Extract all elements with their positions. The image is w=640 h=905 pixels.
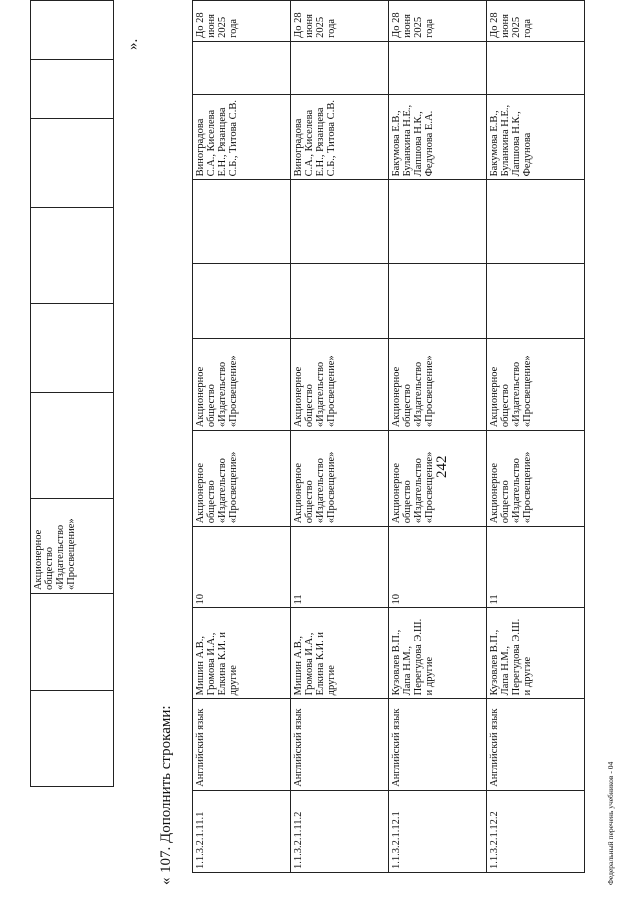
- table-cell: [31, 594, 114, 690]
- cell-experts: Бакумова Е.В., Буланкина Н.Е., Лапшова Н.К., Федунова: [487, 94, 585, 180]
- cell-empty2: [193, 180, 291, 263]
- cell-grade: 11: [487, 527, 585, 608]
- cell-publisher: Акционерное общество «Издательство «Просвещение»: [389, 431, 487, 527]
- cell-grade: 10: [389, 527, 487, 608]
- cell-empty2: [389, 180, 487, 263]
- cell-experts: Виноградова С.А., Киселева Е.Н., Рязанцева С.Б., Титова С.В.: [193, 94, 291, 180]
- cell-authors: Кузовлев В.П., Лапа Н.М., Перегудова Э.Ш. и другие: [487, 608, 585, 699]
- table-cell: Акционерное общество «Издательство «Просвещение»: [31, 499, 114, 594]
- table-row: [291, 1, 389, 873]
- cell-deadline: До 28 июня 2025 года: [389, 1, 487, 42]
- cell-subject: Английский язык: [193, 699, 291, 790]
- continuation-table: [30, 0, 114, 787]
- cell-code: 1.1.3.2.1.11.2: [291, 790, 389, 872]
- page-number: 242: [434, 455, 450, 478]
- cell-empty2: [291, 180, 389, 263]
- cell-publisher: Акционерное общество «Издательство «Просвещение»: [193, 431, 291, 527]
- table-row: [389, 1, 487, 873]
- table-cell: [31, 207, 114, 303]
- cell-deadline: До 28 июня 2025 года: [193, 1, 291, 42]
- table-cell: [31, 1, 114, 60]
- cell-code: 1.1.3.2.1.11.1: [193, 790, 291, 872]
- footer-note: Федеральный перечень учебников - 04: [606, 761, 615, 885]
- cell-subject: Английский язык: [389, 699, 487, 790]
- cell-holder: Акционерное общество «Издательство «Просвещение»: [193, 339, 291, 431]
- table-cell: [31, 60, 114, 119]
- textbook-table: [192, 0, 585, 873]
- cell-empty3: [291, 41, 389, 94]
- opening-quote: «: [158, 877, 174, 885]
- cell-experts: Виноградова С.А., Киселева Е.Н., Рязанцева С.Б., Титова С.В.: [291, 94, 389, 180]
- closing-quote: ».: [125, 38, 141, 50]
- cell-grade: 11: [291, 527, 389, 608]
- section-heading: 107. Дополнить строками:: [158, 705, 174, 873]
- cell-empty1: [487, 263, 585, 338]
- cell-subject: Английский язык: [291, 699, 389, 790]
- cell-holder: Акционерное общество «Издательство «Просвещение»: [487, 339, 585, 431]
- cell-empty1: [193, 263, 291, 338]
- table-cell: [31, 393, 114, 499]
- cell-empty1: [389, 263, 487, 338]
- cell-code: 1.1.3.2.1.12.2: [487, 790, 585, 872]
- table-cell: [31, 304, 114, 393]
- cell-deadline: До 28 июня 2025 года: [487, 1, 585, 42]
- cell-holder: Акционерное общество «Издательство «Просвещение»: [389, 339, 487, 431]
- cell-subject: Английский язык: [487, 699, 585, 790]
- cell-authors: Кузовлев В.П., Лапа Н.М., Перегудова Э.Ш. и другие: [389, 608, 487, 699]
- table-row: [31, 1, 114, 787]
- cell-publisher: Акционерное общество «Издательство «Просвещение»: [487, 431, 585, 527]
- table-row: [487, 1, 585, 873]
- cell-experts: Бакумова Е.В., Буланкина Н.Е., Лапшова Н.К., Федунова Е.А.: [389, 94, 487, 180]
- cell-empty3: [487, 41, 585, 94]
- cell-empty3: [389, 41, 487, 94]
- table-row: [193, 1, 291, 873]
- cell-empty2: [487, 180, 585, 263]
- table-cell: [31, 119, 114, 208]
- cell-publisher: Акционерное общество «Издательство «Просвещение»: [291, 431, 389, 527]
- cell-code: 1.1.3.2.1.12.1: [389, 790, 487, 872]
- cell-grade: 10: [193, 527, 291, 608]
- cell-authors: Мишин А.В., Громова И.А., Елкина К.И. и другие: [193, 608, 291, 699]
- cell-empty3: [193, 41, 291, 94]
- cell-empty1: [291, 263, 389, 338]
- table-cell: [31, 690, 114, 786]
- cell-deadline: До 28 июня 2025 года: [291, 1, 389, 42]
- cell-holder: Акционерное общество «Издательство «Просвещение»: [291, 339, 389, 431]
- cell-authors: Мишин А.В., Громова И.А., Елкина К.И. и другие: [291, 608, 389, 699]
